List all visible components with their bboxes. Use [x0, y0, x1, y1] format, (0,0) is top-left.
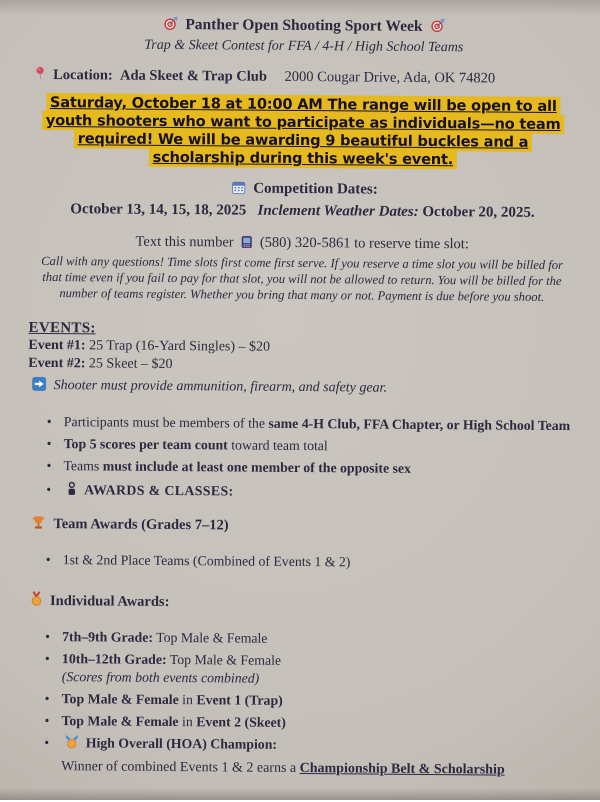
individual-awards-text: Individual Awards:: [50, 593, 170, 610]
equipment-note: [28, 377, 574, 401]
individual-award-item hoa-item: [61, 734, 571, 758]
footer-bold: Championship Belt & Scholarship: [300, 761, 505, 778]
military-medal-icon: [67, 481, 76, 501]
rule-bold: Top 5 scores per team count: [64, 436, 228, 452]
event-1-desc: 25 Trap (16-Yard Singles) – $20: [89, 338, 270, 354]
target-icon: [430, 18, 445, 39]
award-text: in: [179, 692, 197, 707]
individual-award-item: [62, 628, 572, 650]
calendar-icon: [231, 180, 245, 199]
highlight-text: Saturday, October 18 at 10:00 AM The range will be open to all youth shooters who want to participate as individuals—no team required! We will be awarding 9 beautiful buckles and a scholarship during this week's event.: [42, 93, 565, 169]
event-item-2: [28, 355, 574, 377]
award-bold: Top Male & Female: [61, 713, 178, 729]
mobile-phone-icon: [241, 236, 252, 254]
dates-heading: [30, 178, 576, 202]
equipment-note-text: Shooter must provide ammunition, firearm, and safety gear.: [54, 378, 387, 396]
individual-award-item: [62, 650, 572, 690]
awards-classes-text: AWARDS & CLASSES:: [84, 482, 234, 498]
award-text: Top Male & Female: [167, 652, 282, 668]
page-subtitle: Trap & Skeet Contest for FFA / 4-H / High School Teams: [31, 36, 577, 58]
rule-item: [64, 413, 574, 435]
award-bold: Event 2 (Skeet): [196, 714, 286, 730]
rule-item: [63, 457, 573, 479]
event-2-desc: 25 Skeet – $20: [89, 356, 173, 372]
round-pushpin-icon: [34, 66, 45, 86]
rule-bold: must include at least one member of the opposite sex: [103, 458, 411, 475]
rule-item: [64, 435, 574, 457]
gold-medal-icon: [65, 734, 78, 754]
team-awards-item: • 1st & 2nd Place Teams (Combined of Events 1 & 2): [63, 551, 573, 573]
reserve-suffix: to reserve time slot:: [354, 235, 469, 252]
location-line: [30, 66, 576, 90]
award-bold: 7th–9th Grade:: [62, 629, 153, 645]
reserve-line: [29, 232, 575, 256]
award-bold: Event 1 (Trap): [196, 692, 282, 708]
awards-classes-heading: [63, 481, 573, 505]
individual-awards-list: [25, 628, 572, 758]
rule-text: Participants must be members of the: [64, 414, 269, 431]
event-1-label: Event #1:: [28, 338, 85, 353]
location-label: Location:: [53, 67, 113, 83]
location-address: 2000 Cougar Drive, Ada, OK 74820: [284, 69, 495, 87]
hoa-footer-line: [25, 758, 571, 780]
highlight-announcement: [32, 94, 575, 170]
dates-heading-text: Competition Dates:: [253, 181, 378, 198]
page-title: Panther Open Shooting Sport Week: [185, 16, 422, 35]
fine-print: Call with any questions! Time slots first come first serve. If you reserve a time slot you will be billed for that time even if you fail to pay for that slot, you will not be allowed to return. You will be billed for the number of teams register. Whether you bring that many or not. Payment is due before you shoot.: [33, 253, 571, 305]
reserve-prefix: Text this number: [136, 234, 234, 251]
award-bold: Top Male & Female: [62, 691, 179, 707]
competition-dates: October 13, 14, 15, 18, 2025: [70, 201, 246, 218]
events-heading: EVENTS:: [28, 319, 574, 341]
target-icon: [162, 16, 177, 37]
footer-text: Winner of combined Events 1 & 2 earns a: [61, 759, 300, 776]
location-name: Ada Skeet & Trap Club: [120, 68, 267, 85]
rule-text: Teams: [63, 458, 102, 473]
individual-award-item: [61, 712, 571, 734]
sports-medal-icon: [30, 591, 42, 612]
award-bold: 10th–12th Grade:: [62, 651, 167, 667]
award-note: (Scores from both events combined): [62, 668, 572, 690]
rule-text: toward team total: [228, 437, 328, 453]
award-text: Top Male & Female: [153, 630, 268, 646]
inclement-dates: October 20, 2025.: [422, 204, 534, 221]
award-bold: High Overall (HOA) Champion:: [86, 735, 277, 752]
inclement-label: Inclement Weather Dates:: [257, 203, 418, 220]
right-arrow-icon: [32, 377, 46, 397]
individual-award-item: [62, 690, 572, 712]
event-2-label: Event #2:: [28, 356, 85, 371]
team-awards-heading: [27, 515, 573, 539]
dates-line: [29, 200, 575, 222]
rule-bold: same 4-H Club, FFA Chapter, or High School Team: [268, 416, 570, 433]
rules-list: [27, 413, 574, 505]
individual-awards-heading: [26, 591, 572, 616]
trophy-icon: [31, 515, 46, 535]
reserve-phone: (580) 320-5861: [260, 235, 351, 252]
team-awards-text: Team Awards (Grades 7–12): [53, 516, 228, 533]
team-awards-list: [27, 551, 573, 573]
award-text: in: [179, 714, 197, 729]
